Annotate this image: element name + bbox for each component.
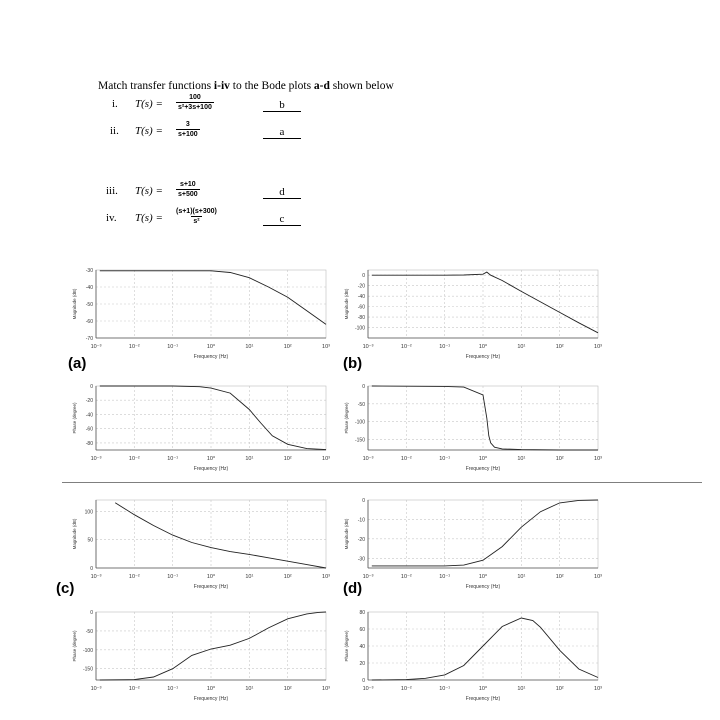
y-tick-label: -100 [82,647,93,654]
x-tick-label: 10⁻³ [362,456,374,462]
y-tick-label: 40 [359,644,365,650]
plot-a-magnitude [68,262,340,366]
plot-d-phase [340,604,612,708]
series-line-magnitude [372,500,598,566]
y-axis-label: Phase (degree) [344,630,349,662]
x-tick-label: 10⁰ [478,574,488,580]
item-i-lhs: T(s) = [135,98,163,110]
x-tick-label: 10¹ [245,344,254,350]
section-divider [62,482,702,483]
y-tick-label: 0 [362,498,365,504]
y-axis-label: Magnitude (dB) [72,518,77,550]
series-line-phase [100,386,326,450]
x-tick-label: 10¹ [245,574,254,580]
x-tick-label: 10⁻² [128,344,140,350]
x-tick-label: 10³ [322,456,330,462]
x-tick-label: 10⁻² [400,344,412,350]
plot-b-magnitude [340,262,612,366]
item-iv-denominator: s² [193,218,200,225]
y-tick-label: 0 [362,678,365,684]
item-iv-roman: iv. [106,212,117,224]
y-tick-label: -30 [85,268,93,274]
plot-b-phase [340,378,612,478]
x-tick-label: 10³ [322,344,330,350]
x-tick-label: 10⁰ [478,686,488,692]
y-tick-label: -150 [354,437,365,444]
x-tick-label: 10⁻³ [90,686,102,692]
panel-label-d: (d) [343,580,363,597]
y-tick-label: -20 [85,398,93,405]
item-iii-answer[interactable]: d [263,186,301,199]
x-tick-label: 10¹ [245,456,254,462]
y-tick-label: -50 [85,628,93,635]
x-tick-label: 10² [555,456,564,462]
y-tick-label: -20 [357,283,365,290]
x-axis-label: Frequency (Hz) [193,466,229,472]
y-tick-label: 0 [90,566,93,572]
item-iv-answer[interactable]: c [263,213,301,226]
item-ii-numerator: 3 [185,121,190,128]
x-tick-label: 10⁻² [128,456,140,462]
panel-label-b: (b) [343,355,363,372]
y-tick-label: -60 [85,319,93,325]
item-i-numerator: 100 [189,94,201,101]
x-tick-label: 10³ [594,456,602,462]
item-ii-fraction [176,120,200,139]
y-tick-label: 0 [362,273,365,280]
panel-label-c: (c) [56,580,75,597]
plot-d-magnitude [340,492,612,596]
x-tick-label: 10⁰ [206,344,216,350]
y-axis-label: Phase (degree) [72,402,77,434]
y-tick-label: -60 [357,304,365,311]
x-tick-label: 10³ [594,574,602,580]
x-axis-label: Frequency (Hz) [465,584,501,590]
x-tick-label: 10⁻³ [90,344,102,350]
instruction-bold-plots: a-d [313,80,330,92]
x-tick-label: 10⁻¹ [439,456,451,462]
x-tick-label: 10⁰ [206,574,216,580]
y-tick-label: 0 [90,384,93,390]
y-axis-label: Phase (degree) [72,630,77,662]
x-tick-label: 10⁻¹ [167,686,179,692]
x-axis-label: Frequency (Hz) [193,584,229,590]
y-tick-label: -70 [85,336,93,342]
y-axis-label: Magnitude (dB) [72,288,77,320]
y-tick-label: 60 [359,627,365,633]
y-tick-label: 0 [90,610,93,616]
item-i-answer[interactable]: b [263,99,301,112]
x-tick-label: 10⁰ [478,344,488,350]
x-tick-label: 10¹ [245,686,254,692]
item-iii-roman: iii. [106,185,118,197]
item-iv-numerator: (s+1)(s+300) [176,208,217,215]
y-axis-label: Magnitude (dB) [344,518,349,550]
y-tick-label: 50 [87,537,93,544]
y-tick-label: -100 [354,325,365,332]
x-tick-label: 10⁻² [400,686,412,692]
x-tick-label: 10⁻³ [362,686,374,692]
y-axis-label: Phase (degree) [344,402,349,434]
x-tick-label: 10⁻² [128,574,140,580]
y-tick-label: -100 [354,419,365,426]
y-tick-label: -10 [357,517,365,524]
series-line-phase [372,386,598,450]
x-tick-label: 10⁻¹ [167,344,179,350]
item-i-fraction [176,93,214,112]
x-tick-label: 10¹ [517,574,526,580]
plot-a-phase [68,378,340,478]
x-tick-label: 10⁻² [128,686,140,692]
item-iv-lhs: T(s) = [135,212,163,224]
x-tick-label: 10³ [594,344,602,350]
series-line-magnitude [115,503,326,568]
x-tick-label: 10⁻¹ [439,686,451,692]
item-ii-denominator: s+100 [178,131,198,138]
x-tick-label: 10⁰ [206,456,216,462]
x-tick-label: 10³ [594,686,602,692]
series-line-phase [372,618,598,680]
x-tick-label: 10² [555,686,564,692]
x-tick-label: 10⁻¹ [167,456,179,462]
item-iii-fraction [176,180,200,199]
plot-c-magnitude [68,492,340,596]
item-ii-answer[interactable]: a [263,126,301,139]
x-tick-label: 10² [283,456,292,462]
y-tick-label: 20 [359,661,365,667]
x-tick-label: 10² [555,344,564,350]
y-tick-label: -150 [82,666,93,673]
x-tick-label: 10⁰ [478,456,488,462]
x-axis-label: Frequency (Hz) [465,354,501,360]
y-tick-label: -80 [357,315,365,322]
y-tick-label: -40 [85,412,93,419]
item-ii-lhs: T(s) = [135,125,163,137]
y-tick-label: -20 [357,536,365,543]
item-iii-denominator: s+500 [178,191,198,198]
x-tick-label: 10² [555,574,564,580]
x-tick-label: 10⁻¹ [167,574,179,580]
instruction-bold-range: i-iv [213,80,230,92]
item-i-denominator: s²+3s+100 [178,104,212,111]
x-tick-label: 10⁻¹ [439,344,451,350]
x-tick-label: 10¹ [517,344,526,350]
y-tick-label: -60 [85,426,93,433]
x-tick-label: 10⁻² [400,574,412,580]
instruction-suffix: shown below [329,80,394,92]
y-tick-label: 0 [362,384,365,390]
x-tick-label: 10² [283,686,292,692]
item-iii-numerator: s+10 [179,181,196,188]
x-tick-label: 10³ [322,686,330,692]
y-tick-label: -80 [85,440,93,447]
y-tick-label: -30 [357,556,365,563]
x-tick-label: 10² [283,344,292,350]
x-axis-label: Frequency (Hz) [465,466,501,472]
item-iv-fraction [174,207,219,226]
x-tick-label: 10⁻³ [90,456,102,462]
plot-c-phase [68,604,340,708]
y-tick-label: -40 [357,294,365,301]
item-i-roman: i. [112,98,118,110]
y-tick-label: 80 [359,610,365,616]
x-axis-label: Frequency (Hz) [193,696,229,702]
y-axis-label: Magnitude (dB) [344,288,349,320]
x-tick-label: 10⁻¹ [439,574,451,580]
x-tick-label: 10⁻³ [362,344,374,350]
instruction-prefix: Match transfer functions [98,80,214,92]
x-axis-label: Frequency (Hz) [193,354,229,360]
series-line-magnitude [100,271,326,325]
x-tick-label: 10² [283,574,292,580]
x-tick-label: 10¹ [517,686,526,692]
y-tick-label: -40 [85,285,93,291]
series-line-magnitude [372,272,598,333]
x-tick-label: 10⁻² [400,456,412,462]
series-line-phase [100,612,326,680]
instruction-middle: to the Bode plots [229,80,314,92]
x-tick-label: 10⁰ [206,686,216,692]
x-tick-label: 10¹ [517,456,526,462]
instruction [98,80,394,92]
x-tick-label: 10⁻³ [90,574,102,580]
x-axis-label: Frequency (Hz) [465,696,501,702]
item-iii-lhs: T(s) = [135,185,163,197]
y-tick-label: 100 [84,509,93,516]
y-tick-label: -50 [85,302,93,308]
y-tick-label: -50 [357,401,365,408]
item-ii-roman: ii. [110,125,119,137]
x-tick-label: 10⁻³ [362,574,374,580]
x-tick-label: 10³ [322,574,330,580]
panel-label-a: (a) [68,355,87,372]
